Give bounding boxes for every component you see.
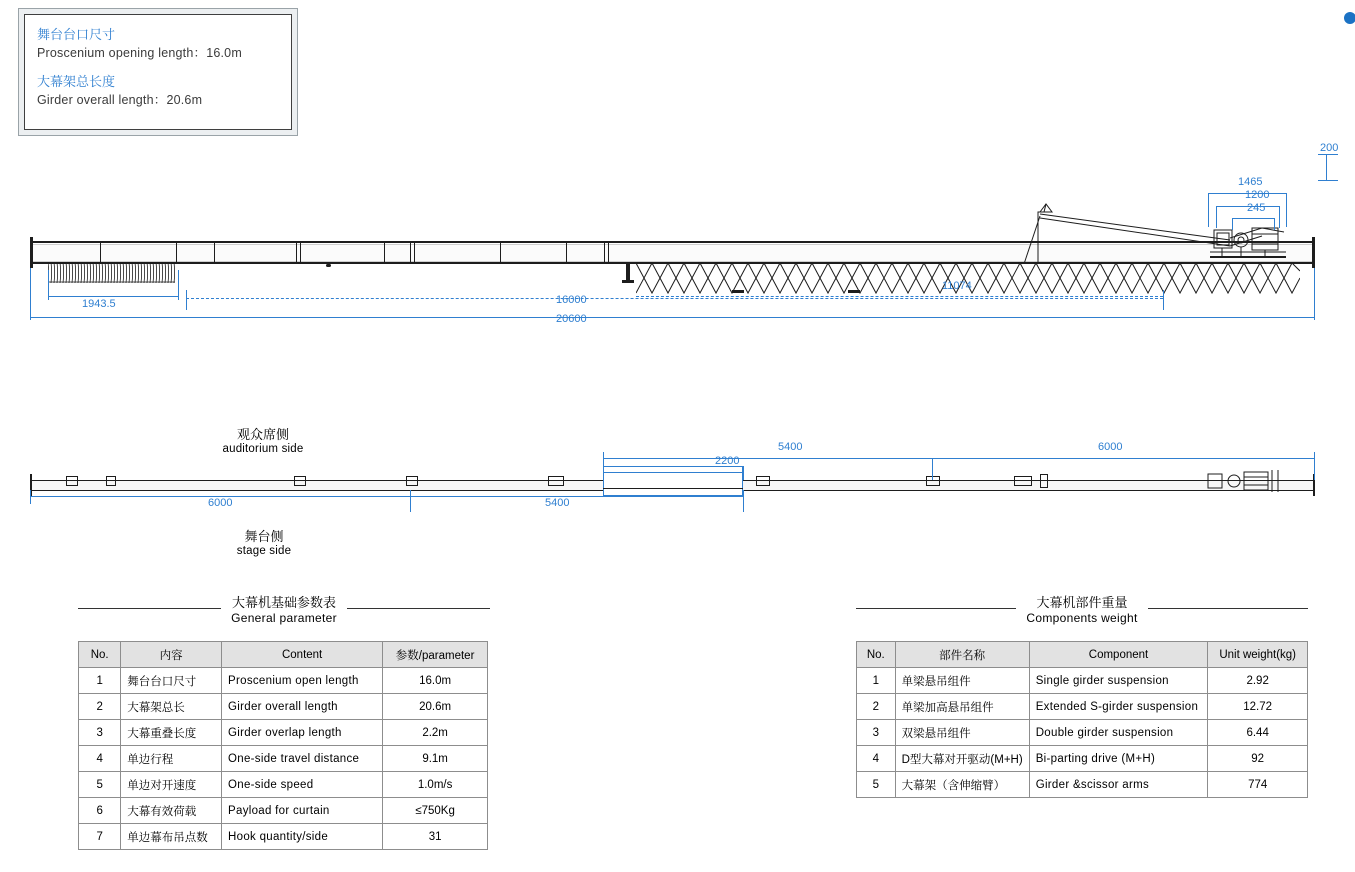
girder-stiffener <box>500 242 501 262</box>
plan-dim-left-6000-tick-l <box>30 490 31 504</box>
table-header-row <box>79 642 488 668</box>
dim-200-line-bot <box>1318 180 1338 181</box>
cell-cn: 单边行程 <box>121 746 222 772</box>
stage-side-en: stage side <box>236 545 292 557</box>
plan-view <box>0 410 1355 560</box>
curtain-stack <box>48 262 176 284</box>
cell-value: ≤750Kg <box>383 798 488 824</box>
curtain-hook <box>622 280 634 283</box>
cell-cn: 大幕架总长 <box>121 694 222 720</box>
dim-1465-tick-left <box>1208 193 1209 227</box>
plan-dim-left-5400-line <box>410 496 743 497</box>
cell-en: Payload for curtain <box>222 798 383 824</box>
girder-stiffener <box>410 242 411 262</box>
dim-1465-tick-right <box>1286 193 1287 227</box>
dim-20600-line <box>30 317 1315 318</box>
dim-20600-label: 20600 <box>556 313 587 325</box>
dim-11074-line <box>636 296 1163 297</box>
cell-cn: 大幕架（含伸缩臂） <box>895 772 1029 798</box>
cell-no: 1 <box>79 668 121 694</box>
cell-en: Extended S-girder suspension <box>1029 694 1208 720</box>
general-parameter-title-cn: 大幕机基础参数表 <box>232 595 337 610</box>
cell-cn: 单梁悬吊组件 <box>895 668 1029 694</box>
plan-dim-left-5400-label: 5400 <box>545 497 570 509</box>
plan-dim-2200-label: 2200 <box>715 455 740 467</box>
cell-cn: 大幕有效荷载 <box>121 798 222 824</box>
plan-dim-right-6000-tick-r <box>1314 452 1315 480</box>
plan-dim-2200-tick-r <box>743 466 744 480</box>
girder-stiffener <box>214 242 215 262</box>
cell-value: 2.92 <box>1208 668 1308 694</box>
cell-no: 5 <box>857 772 896 798</box>
table-row <box>79 720 488 746</box>
dim-20600-tick-left <box>30 268 31 320</box>
plan-drive-svg <box>1206 466 1286 498</box>
auditorium-side-en: auditorium side <box>222 443 304 455</box>
plan-carriage <box>1040 474 1048 488</box>
cell-no: 3 <box>857 720 896 746</box>
plan-dim-left-6000-tick-r <box>410 490 411 512</box>
cell-no: 4 <box>79 746 121 772</box>
dim-200-vline <box>1326 154 1327 180</box>
cell-value: 12.72 <box>1208 694 1308 720</box>
dim-1943-tick-left <box>48 270 49 300</box>
dim-1943-tick-right <box>178 270 179 300</box>
dim-245-tick-left <box>1232 218 1233 230</box>
dim-200-label: 200 <box>1320 142 1339 154</box>
curtain-hook <box>626 262 630 282</box>
components-weight-title-en: Components weight <box>1026 611 1138 625</box>
dim-20600-tick-right <box>1314 268 1315 320</box>
stage-side-cn: 舞台侧 <box>244 529 284 544</box>
dim-245-label: 245 <box>1247 202 1266 214</box>
girder-end-plate-right <box>1312 237 1315 268</box>
plan-carriage <box>1014 476 1032 486</box>
table-row <box>857 668 1308 694</box>
girder-stiffener <box>566 242 567 262</box>
cell-cn: D型大幕对开驱动(M+H) <box>895 746 1029 772</box>
plan-carriage <box>756 476 770 486</box>
cell-cn: 单梁加高悬吊组件 <box>895 694 1029 720</box>
cell-value: 9.1m <box>383 746 488 772</box>
legend-row-proscenium <box>37 25 279 63</box>
plan-carriage <box>548 476 564 486</box>
plan-dim-right-5400-line <box>603 458 932 459</box>
col-content-en: Content <box>222 642 383 668</box>
general-parameter-title <box>78 592 490 625</box>
bi-parting-drive-unit <box>1210 226 1286 264</box>
table-row <box>79 746 488 772</box>
legend-box <box>18 8 298 136</box>
cell-no: 6 <box>79 798 121 824</box>
cell-no: 5 <box>79 772 121 798</box>
elevation-view <box>0 142 1355 340</box>
curtain-hook <box>326 264 331 267</box>
girder-stiffener <box>176 242 177 262</box>
dim-16000-label: 16000 <box>556 294 587 306</box>
table-row <box>79 668 488 694</box>
cell-value: 31 <box>383 824 488 850</box>
cell-cn: 双梁悬吊组件 <box>895 720 1029 746</box>
girder-stiffener <box>414 242 415 262</box>
plan-carriage <box>926 476 940 486</box>
cell-value: 16.0m <box>383 668 488 694</box>
col-no: No. <box>857 642 896 668</box>
dim-1943-label: 1943.5 <box>82 298 116 310</box>
girder-stiffener <box>296 242 297 262</box>
cell-en: Proscenium open length <box>222 668 383 694</box>
dim-245-line <box>1232 218 1274 219</box>
auditorium-side-cn: 观众席侧 <box>236 427 289 442</box>
plan-carriage <box>406 476 418 486</box>
col-component-cn: 部件名称 <box>895 642 1029 668</box>
cell-en: Double girder suspension <box>1029 720 1208 746</box>
legend-proscenium-en: Proscenium opening length：16.0m <box>37 46 242 60</box>
dim-200-line-top <box>1318 154 1338 155</box>
plan-dim-right-6000-line <box>932 458 1314 459</box>
plan-carriage <box>106 476 116 486</box>
dim-11074-label: 11074 <box>942 280 972 292</box>
title-rule-left <box>856 608 1016 609</box>
components-weight-title <box>856 592 1308 625</box>
cell-no: 7 <box>79 824 121 850</box>
table-row <box>857 772 1308 798</box>
cell-value: 6.44 <box>1208 720 1308 746</box>
table-row <box>79 772 488 798</box>
girder-stiffener <box>300 242 301 262</box>
table-row <box>79 798 488 824</box>
col-content-cn: 内容 <box>121 642 222 668</box>
plan-overlap-rail-2 <box>603 488 743 489</box>
table-row <box>79 824 488 850</box>
col-parameter: 参数/parameter <box>383 642 488 668</box>
cell-en: Hook quantity/side <box>222 824 383 850</box>
page-corner-marker <box>1344 12 1355 24</box>
cell-cn: 单边幕布吊点数 <box>121 824 222 850</box>
dim-1465-label: 1465 <box>1238 176 1263 188</box>
cell-en: One-side speed <box>222 772 383 798</box>
general-parameter-block <box>78 592 490 850</box>
legend-row-girder <box>37 72 279 110</box>
cell-cn: 大幕重叠长度 <box>121 720 222 746</box>
girder-stiffener <box>100 242 101 262</box>
plan-drive-assembly <box>1206 466 1286 498</box>
cell-en: Girder &scissor arms <box>1029 772 1208 798</box>
table-row <box>857 720 1308 746</box>
cell-value: 20.6m <box>383 694 488 720</box>
table-row <box>79 694 488 720</box>
general-parameter-table <box>78 641 488 850</box>
dim-16000-tick-right <box>1163 290 1164 310</box>
cell-cn: 单边对开速度 <box>121 772 222 798</box>
bi-parting-drive-svg <box>1210 226 1286 264</box>
cell-value: 92 <box>1208 746 1308 772</box>
cell-no: 2 <box>79 694 121 720</box>
legend-box-inner <box>24 14 292 130</box>
plan-dim-2200-tick-l <box>603 466 604 480</box>
title-rule-right <box>1148 608 1308 609</box>
cell-en: Single girder suspension <box>1029 668 1208 694</box>
cell-no: 3 <box>79 720 121 746</box>
dim-1200-tick-left <box>1216 206 1217 228</box>
cell-en: One-side travel distance <box>222 746 383 772</box>
general-parameter-title-en: General parameter <box>231 611 337 625</box>
auditorium-side-label <box>221 424 305 455</box>
col-component-en: Component <box>1029 642 1208 668</box>
girder-stiffener <box>608 242 609 262</box>
plan-carriage <box>66 476 78 486</box>
cell-en: Bi-parting drive (M+H) <box>1029 746 1208 772</box>
cell-cn: 舞台台口尺寸 <box>121 668 222 694</box>
cell-no: 2 <box>857 694 896 720</box>
components-weight-title-cn: 大幕机部件重量 <box>1036 595 1128 610</box>
girder-end-plate-left <box>30 237 33 268</box>
dim-16000-line <box>186 298 1163 299</box>
plan-dim-right-6000-tick-l <box>932 458 933 480</box>
stage-side-label <box>225 526 303 557</box>
cell-value: 2.2m <box>383 720 488 746</box>
cell-value: 774 <box>1208 772 1308 798</box>
cell-no: 4 <box>857 746 896 772</box>
plan-dim-right-6000-label: 6000 <box>1098 441 1123 453</box>
plan-overlap-segment <box>603 466 743 496</box>
table-row <box>857 746 1308 772</box>
col-unit-weight: Unit weight(kg) <box>1208 642 1308 668</box>
components-weight-table <box>856 641 1308 798</box>
plan-dim-2200-line <box>603 472 743 473</box>
dim-16000-tick-left <box>186 290 187 310</box>
plan-carriage <box>294 476 306 486</box>
cell-value: 1.0m/s <box>383 772 488 798</box>
components-weight-block <box>856 592 1308 798</box>
dim-1200-label: 1200 <box>1245 189 1270 201</box>
plan-dim-left-6000-label: 6000 <box>208 497 233 509</box>
table-header-row <box>857 642 1308 668</box>
plan-dim-right-5400-label: 5400 <box>778 441 803 453</box>
curtain-stack-svg <box>48 262 176 284</box>
dim-245-tick-right <box>1274 218 1275 230</box>
plan-dim-left-5400-tick-r <box>743 490 744 512</box>
girder-stiffener <box>384 242 385 262</box>
dim-1943-line <box>48 296 178 297</box>
cell-no: 1 <box>857 668 896 694</box>
title-rule-left <box>78 608 221 609</box>
title-rule-right <box>347 608 490 609</box>
cell-en: Girder overall length <box>222 694 383 720</box>
legend-proscenium-cn: 舞台台口尺寸 <box>37 27 116 42</box>
girder-stiffener <box>604 242 605 262</box>
cell-en: Girder overlap length <box>222 720 383 746</box>
table-row <box>857 694 1308 720</box>
col-no: No. <box>79 642 121 668</box>
legend-girder-cn: 大幕架总长度 <box>37 74 116 89</box>
legend-girder-en: Girder overall length：20.6m <box>37 93 203 107</box>
dim-1200-tick-right <box>1279 206 1280 228</box>
